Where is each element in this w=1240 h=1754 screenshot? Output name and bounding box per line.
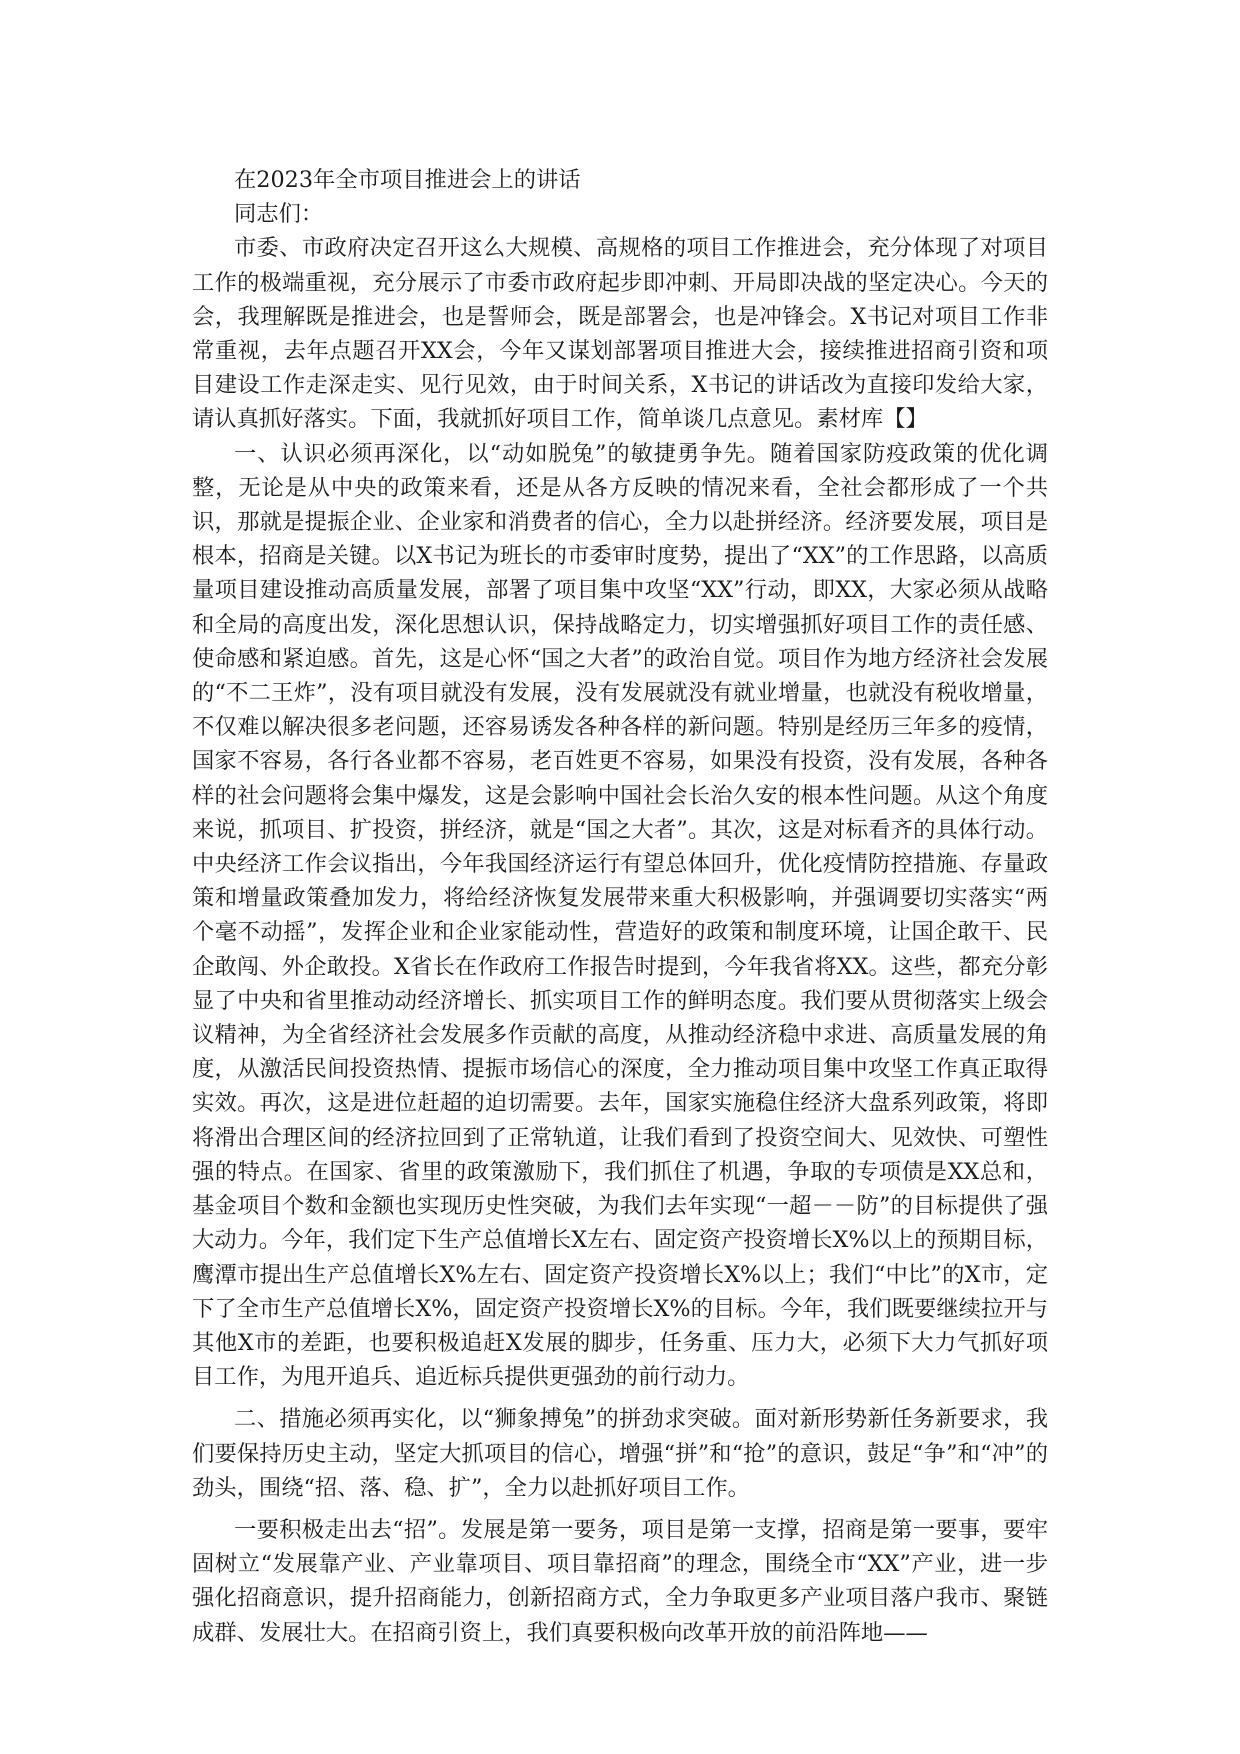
- salutation: 同志们：: [234, 201, 324, 228]
- document-body: [192, 163, 1048, 1650]
- paragraph-intro: 市委、市政府决定召开这么大规模、高规格的项目工作推进会，充分体现了对项目工作的极端重视，充分展示了市委市政府起步即冲刺、开局即决战的坚定决心。今天的会，我理解既是推进会，也是誓师会，既是部署会，也是冲锋会。X书记对项目工作非常重视，去年点题召开XX会，今年又谋划部署项目推进大会，接续推进招商引资和项目建设工作走深走实、见行见效，由于时间关系，X书记的讲话改为直接印发给大家，请认真抓好落实。下面，我就抓好项目工作，简单谈几点意见。素材库【】: [192, 235, 1048, 433]
- paragraph-subsection-1: 一要积极走出去“招”。发展是第一要务，项目是第一支撑，招商是第一要事，要牢固树立“发展靠产业、产业靠项目、项目靠招商”的理念，围绕全市“XX”产业，进一步强化招商意识，提升招商能力，创新招商方式，全力争取更多产业项目落户我市、聚链成群、发展壮大。在招商引资上，我们真要积极向改革开放的前沿阵地——: [192, 1516, 1048, 1646]
- paragraph-section-1: 一、认识必须再深化，以“动如脱兔”的敏捷勇争先。随着国家防疫政策的优化调整，无论是从中央的政策来看，还是从各方反映的情况来看，全社会都形成了一个共识，那就是提振企业、企业家和消费者的信心，全力以赴拼经济。经济要发展，项目是根本，招商是关键。以X书记为班长的市委审时度势，提出了“XX”的工作思路，以高质量项目建设推动高质量发展，部署了项目集中攻坚“XX”行动，即XX，大家必须从战略和全局的高度出发，深化思想认识，保持战略定力，切实增强抓好项目工作的责任感、使命感和紧迫感。首先，这是心怀“国之大者”的政治自觉。项目作为地方经济社会发展的“不二王炸”，没有项目就没有发展，没有发展就没有就业增量，也就没有税收增量，不仅难以解决很多老问题，还容易诱发各种各样的新问题。特别是经历三年多的疫情，国家不容易，各行各业都不容易，老百姓更不容易，如果没有投资，没有发展，各种各样的社会问题将会集中爆发，这是会影响中国社会长治久安的根本性问题。从这个角度来说，抓项目、扩投资，拼经济，就是“国之大者”。其次，这是对标看齐的具体行动。中央经济工作会议指出，今年我国经济运行有望总体回升，优化疫情防控措施、存量政策和增量政策叠加发力，将给经济恢复发展带来重大积极影响，并强调要切实落实“两个毫不动摇”，发挥企业和企业家能动性，营造好的政策和制度环境，让国企敢干、民企敢闯、外企敢投。X省长在作政府工作报告时提到，今年我省将XX。这些，都充分彰显了中央和省里推动动经济增长、抓实项目工作的鲜明态度。我们要从贯彻落实上级会议精神，为全省经济社会发展多作贡献的高度，从推动经济稳中求进、高质量发展的角度，从激活民间投资热情、提振市场信心的深度，全力推动项目集中攻坚工作真正取得实效。再次，这是进位赶超的迫切需要。去年，国家实施稳住经济大盘系列政策，将即将滑出合理区间的经济拉回到了正常轨道，让我们看到了投资空间大、见效快、可塑性强的特点。在国家、省里的政策激励下，我们抓住了机遇，争取的专项债是XX总和，基金项目个数和金额也实现历史性突破，为我们去年实现“一超－－防”的目标提供了强大动力。今年，我们定下生产总值增长X左右、固定资产投资增长X%以上的预期目标，鹰潭市提出生产总值增长X%左右、固定资产投资增长X%以上；我们“中比”的X市，定下了全市生产总值增长X%，固定资产投资增长X%的目标。今年，我们既要继续拉开与其他X市的差距，也要积极追赶X发展的脚步，任务重、压力大，必须下大力气抓好项目工作，为甩开追兵、追近标兵提供更强劲的前行动力。: [192, 440, 1048, 1391]
- document-title: 在2023年全市项目推进会上的讲话: [234, 167, 581, 193]
- paragraph-section-2: 二、措施必须再实化，以“狮象搏兔”的拼劲求突破。面对新形势新任务新要求，我们要保持历史主动，坚定大抓项目的信心，增强“拼”和“抢”的意识，鼓足“争”和“冲”的劲头，围绕“招、落、稳、扩”，全力以赴抓好项目工作。: [192, 1406, 1048, 1501]
